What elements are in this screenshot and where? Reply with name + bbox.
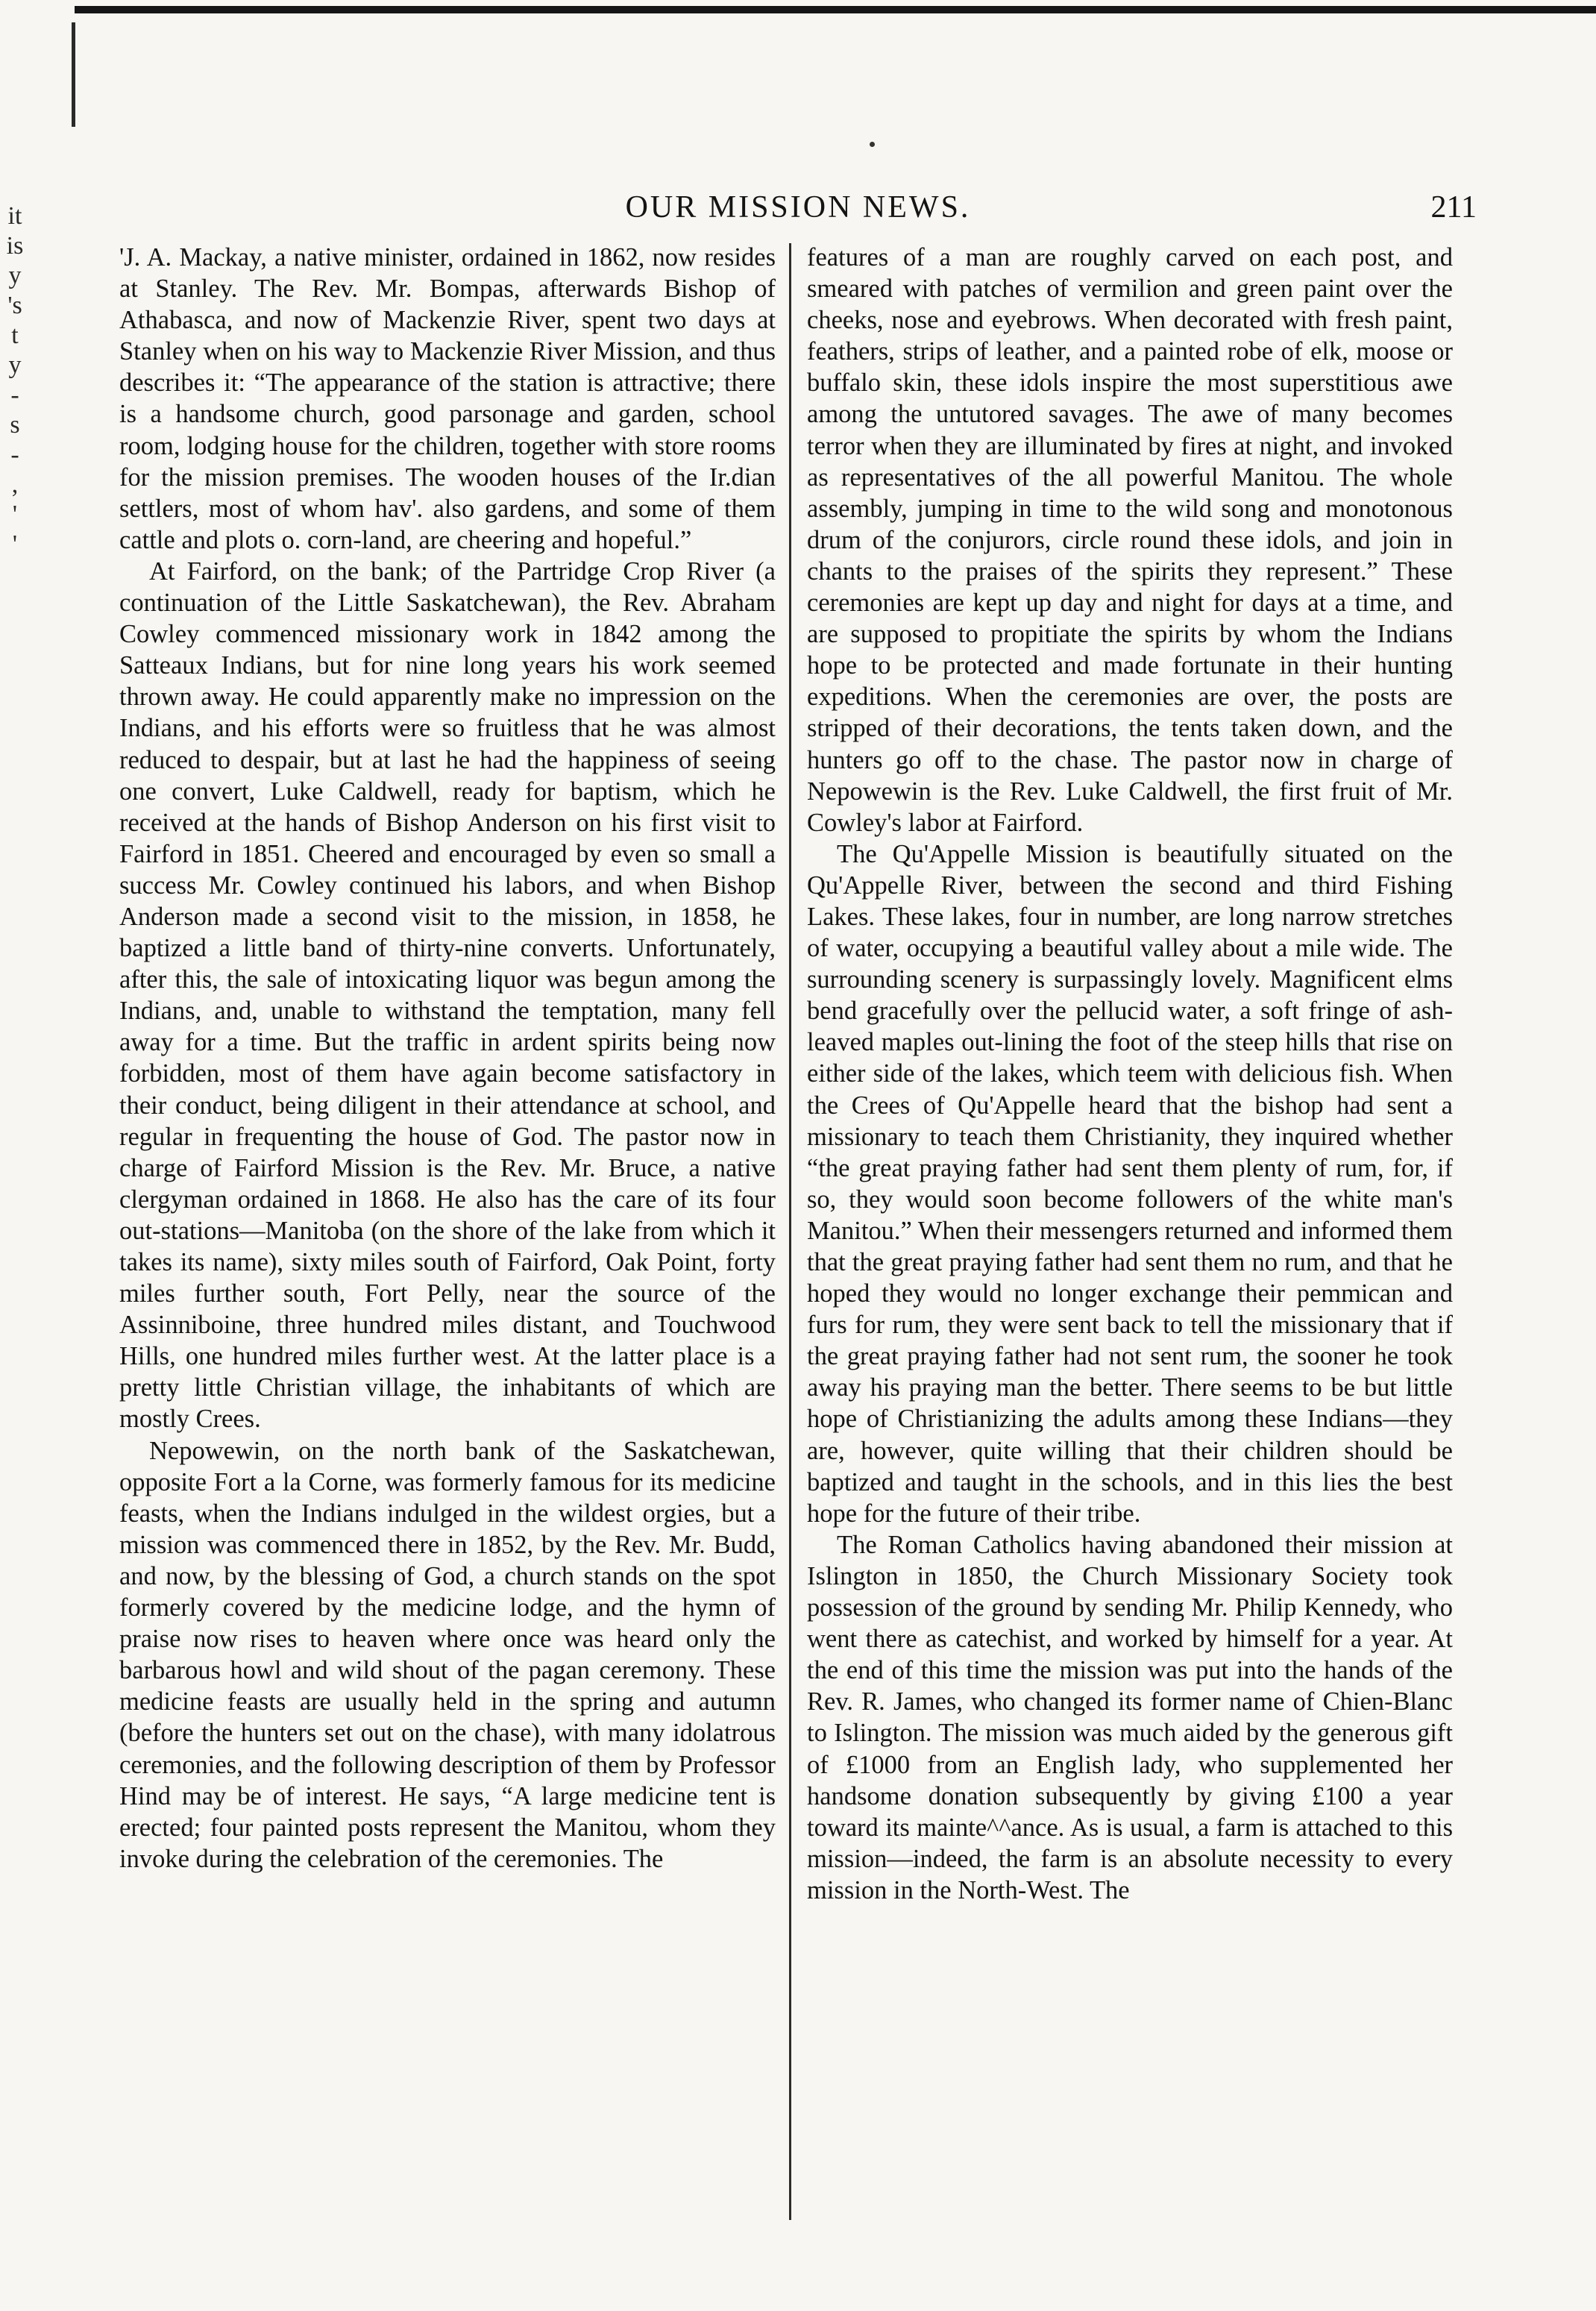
paragraph: Nepowewin, on the north bank of the Saskatchewan, opposite Fort a la Corne, was formerly famous for its medicine feasts, when the Indians indulged in the wildest orgies, but a mission was commenced there in 1852, by the Rev. Mr. Budd, and now, by the blessing of God, a church stands on the spot formerly covered by the medicine lodge, and the hymn of praise now rises to heaven where once was heard only the barbarous howl and wild shout of the pagan ceremony. These medicine feasts are usually held in the spring and autumn (before the hunters set out on the chase), with many idolatrous ceremonies, and the following description of them by Professor Hind may be of interest. He says, “A large medicine tent is erected; four painted posts represent the Manitou, whom they invoke during the celebration of the ceremonies. The [119,1436,776,1873]
margin-fragment: - [10,441,19,468]
paragraph: The Qu'Appelle Mission is beautifully situated on the Qu'Appelle River, between the second and third Fishing Lakes. These lakes, four in number, are long narrow stretches of water, occupying a beautiful valley about a mile wide. The surrounding scenery is surpassingly lovely. Magnificent elms bend gracefully over the pellucid water, a soft fringe of ash-leaved maples out-lining the foot of the steep hills that rise on either side of the lakes, which teem with delicious fish. When the Crees of Qu'Appelle heard that the bishop had sent a missionary to teach them Christianity, they inquired whether “the great praying father had sent them plenty of rum, for, if so, they would soon become followers of the white man's Manitou.” When their messengers returned and informed them that the great praying father had sent them no rum, and that he hoped they would no longer exchange their pemmican and furs for rum, they were sent back to tell the missionary that if the great praying father had not sent rum, the sooner he took away his praying man the better. There seems to be but little hope of Christianizing the adults among these Indians—they are, however, quite willing that their children should be baptized and taught in the schools, and in this lies the best hope for the future of their tribe. [807,839,1453,1528]
page-number: 211 [1430,190,1477,225]
margin-fragment: s [10,411,20,439]
running-title: OUR MISSION NEWS. [625,190,971,225]
paragraph: features of a man are roughly carved on each post, and smeared with patches of vermilion and green paint over the cheeks, nose and eyebrows. When decorated with fresh paint, feathers, strips of leather, and a painted robe of elk, moose or buffalo skin, these idols inspire the most superstitious awe among the untutored savages. The awe of many becomes terror when they are illuminated by fires at night, and invoked as representatives of the all powerful Manitou. The whole assembly, jumping in time to the wild song and monotonous drum of the conjurors, circle round these idols, and join in chants to the praises of the spirits they represent.” These ceremonies are kept up day and night for days at a time, and are supposed to propitiate the spirits by whom the Indians hope to be protected and made fortunate in their hunting expeditions. When the ceremonies are over, the posts are stripped of their decorations, the tents taken down, and the hunters go off to the chase. The pastor now in charge of Nepowewin is the Rev. Luke Caldwell, the first fruit of Mr. Cowley's labor at Fairford. [807,243,1453,837]
margin-fragment: - [10,381,19,409]
scan-edge-mark [72,22,75,127]
left-column [119,242,776,1875]
right-column [807,242,1453,1906]
scan-speck [870,142,875,147]
margin-fragments [0,201,30,559]
margin-fragment: t [11,322,19,349]
paragraph: At Fairford, on the bank; of the Partridge Crop River (a continuation of the Little Saskatchewan), the Rev. Abraham Cowley commenced missionary work in 1842 among the Satteaux Indians, but for nine long years his work seemed thrown away. He could apparently make no impression on the Indians, and his efforts were so fruitless that he was almost reduced to despair, but at last he had the happiness of seeing one convert, Luke Caldwell, ready for baptism, which he received at the hands of Bishop Anderson on his first visit to Fairford in 1851. Cheered and encouraged by even so small a success Mr. Cowley continued his labors, and when Bishop Anderson made a second visit to the mission, in 1858, he baptized a little band of thirty-nine converts. Unfortunately, after this, the sale of intoxicating liquor was begun among the Indians, and, unable to withstand the temptation, many fell away for a time. But the traffic in ardent spirits being now forbidden, most of them have again become satisfactory in their conduct, being diligent in their attendance at school, and regular in frequenting the house of God. The pastor now in charge of Fairford Mission is the Rev. Mr. Bruce, a native clergyman ordained in 1868. He also has the care of its four out-stations—Manitoba (on the shore of the lake from which it takes its name), sixty miles south of Fairford, Oak Point, forty miles further south, Fort Pelly, near the source of the Assinniboine, three hundred miles distant, and Touchwood Hills, one hundred miles further west. At the latter place is a pretty little Christian village, the inhabitants of which are mostly Crees. [119,556,776,1434]
margin-fragment: it [7,202,22,230]
margin-fragment: , [11,471,19,498]
column-divider [789,243,791,2220]
margin-fragment: ' [12,501,18,528]
margin-fragment: y [8,351,22,379]
margin-fragment: is [6,232,24,260]
margin-fragment: ' [12,530,18,558]
top-border-rule [75,6,1596,13]
margin-fragment: y [8,262,22,289]
running-head [119,186,1477,231]
margin-fragment: 's [7,292,22,319]
paragraph: 'J. A. Mackay, a native minister, ordained in 1862, now resides at Stanley. The Rev. Mr. Bompas, afterwards Bishop of Athabasca, and now of Mackenzie River, spent two days at Stanley when on his way to Mackenzie River Mission, and thus describes it: “The appearance of the station is attractive; there is a handsome church, good parsonage and garden, school room, lodging house for the children, together with store rooms for the mission premises. The wooden houses of the Ir.dian settlers, most of whom hav'. also gardens, and some of them cattle and plots o. corn-land, are cheering and hopeful.” [119,243,776,554]
paragraph: The Roman Catholics having abandoned their mission at Islington in 1850, the Church Missionary Society took possession of the ground by sending Mr. Philip Kennedy, who went there as catechist, and worked by himself for a year. At the end of this time the mission was put into the hands of the Rev. R. James, who changed its former name of Chien-Blanc to Islington. The mission was much aided by the generous gift of £1000 from an English lady, who supplemented her handsome donation subsequently by giving £100 a year toward its mainte^^ance. As is usual, a farm is attached to this mission—indeed, the farm is an absolute necessity to every mission in the North-West. The [807,1530,1453,1904]
